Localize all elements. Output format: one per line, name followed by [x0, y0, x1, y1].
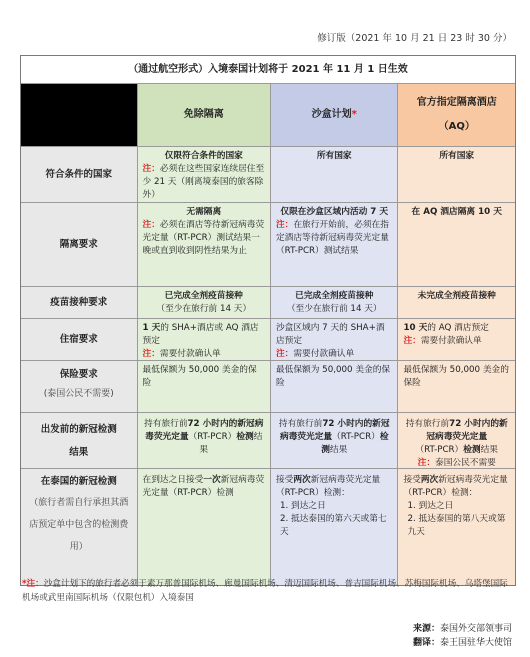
cell-aq: 所有国家	[397, 147, 515, 202]
cell-note	[143, 219, 265, 258]
cell-bold: 仅限在沙盒区域内活动 7 天	[280, 207, 389, 217]
cell-sub: （至少在旅行前 14 天）	[156, 304, 252, 314]
cell-plain: 的 AQ 酒店预定	[427, 323, 489, 333]
row-label: 隔离要求	[21, 203, 137, 286]
row-label-main: 出发前的新冠检测	[40, 423, 117, 435]
cell-plain: （RT-PCR）	[188, 432, 237, 442]
cell-aq: 最低保额为 50,000 美金的保险	[397, 361, 515, 412]
note-text: 需要付款确认单	[159, 349, 221, 359]
cell-bold: 1 天	[142, 323, 161, 333]
row-label-sub: (泰国公民不需要)	[43, 389, 114, 399]
cell-bold: 检测	[463, 445, 481, 455]
header-aq	[397, 84, 515, 146]
row-eligible	[21, 146, 515, 202]
cell-plain: 接受	[403, 475, 421, 485]
cell-bold: 一次	[203, 475, 221, 485]
cell-bold: 10 天	[403, 323, 428, 333]
list-item: 2. 抵达泰国的第六天或第七天	[279, 514, 387, 537]
cell-plain: （RT-PCR）	[332, 432, 380, 442]
cell-bold: 仅限符合条件的国家	[164, 151, 243, 161]
cell-exemption	[137, 287, 270, 318]
row-label	[21, 361, 137, 412]
cell-bold: 已完成全剂疫苗接种	[295, 291, 374, 301]
footnote	[22, 577, 512, 605]
cell-aq	[397, 469, 515, 585]
header-exemption	[137, 84, 270, 146]
note-label: 注：	[275, 349, 294, 359]
row-label: 符合条件的国家	[21, 147, 137, 202]
cell-exemption	[137, 319, 270, 360]
cell-plain: 新冠病毒荧光定量（RT-PCR）检测：	[403, 475, 508, 498]
note-text: 必须在酒店等待新冠病毒荧光定量（RT-PCR）测试结果一晚或直到收到阴性结果为止	[142, 220, 265, 256]
header-aq-line1: 官方指定隔离酒店	[416, 97, 497, 108]
row-label	[21, 469, 137, 585]
cell-text	[403, 418, 510, 457]
cell-exemption	[137, 413, 270, 468]
note-label: 注：	[403, 336, 421, 346]
list-item: 1. 到达之日	[407, 501, 454, 511]
row-label: 住宿要求	[21, 319, 137, 360]
row-label: 疫苗接种要求	[21, 287, 137, 318]
translation-label: 翻译：	[412, 638, 440, 648]
cell-plain: 结果	[480, 445, 498, 455]
cell-sub: （至少在旅行前 14 天）	[286, 304, 382, 314]
translation-line	[413, 636, 512, 650]
row-thaitest	[21, 468, 515, 585]
cell-aq: 在 AQ 酒店隔离 10 天	[397, 203, 515, 286]
cell-plain: 持有旅行前	[278, 419, 323, 429]
cell-plain: 在到达之日接受	[142, 475, 204, 485]
cell-bold: 两次	[293, 475, 311, 485]
cell-plain: 沙盒区域内 7 天的 SHA+酒店预定	[275, 323, 385, 346]
row-insurance	[21, 360, 515, 412]
note-label: 注：	[142, 164, 160, 174]
cell-plain: （RT-PCR）	[415, 445, 464, 455]
cell-bold: 72 小时内的新冠病毒荧光定量	[145, 419, 264, 442]
cell-bold: 72 小时内的新冠病毒荧光定量	[426, 419, 508, 442]
source-label: 来源：	[412, 624, 440, 634]
asterisk-mark: *	[351, 109, 357, 120]
header-corner	[21, 84, 137, 146]
cell-aq	[397, 413, 515, 468]
header-sandbox	[270, 84, 397, 146]
header-row	[21, 83, 515, 146]
cell-plain: 持有旅行前	[405, 419, 450, 429]
row-quarantine	[21, 202, 515, 286]
row-label-sub: （旅行者需自行承担其酒店预定单中包含的检测费用）	[29, 498, 129, 552]
row-label-main: 保险要求	[59, 369, 98, 380]
cell-sandbox	[270, 319, 397, 360]
cell-plain: 新冠病毒荧光定量（RT-PCR）检测：	[275, 475, 381, 498]
note-label: 注：	[142, 220, 160, 230]
cell-sandbox: 最低保额为 50,000 美金的保险	[270, 361, 397, 412]
header-sandbox-label	[312, 103, 357, 127]
row-label-line2: 结果	[69, 446, 89, 458]
cell-aq: 未完成全剂疫苗接种	[397, 287, 515, 318]
cell-bold: 两次	[420, 475, 439, 485]
source-text: 泰国外交部领事司	[439, 624, 512, 634]
header-exemption-label: 免除隔离	[183, 109, 224, 120]
note-label: 注：	[417, 458, 436, 468]
cell-plain: 接受	[275, 475, 294, 485]
note-label: 注：	[275, 220, 294, 230]
cell-plain: 新冠病毒荧光定量（RT-PCR）检测	[142, 475, 265, 498]
table-title: （通过航空形式）入境泰国计划将于 2021 年 11 月 1 日生效	[21, 56, 515, 83]
footnote-label: *注：	[22, 579, 44, 589]
row-lodging	[21, 318, 515, 360]
cell-exemption: 最低保额为 50,000 美金的保险	[137, 361, 270, 412]
note-text: 泰国公民不需要	[435, 458, 496, 468]
list-item: 2. 抵达泰国的第八天或第九天	[407, 514, 506, 537]
cell-exemption	[137, 203, 270, 286]
cell-sandbox	[270, 469, 397, 585]
cell-note	[143, 163, 265, 202]
cell-note	[276, 348, 392, 360]
cell-bold: 无需隔离	[186, 207, 222, 217]
note-text: 必须在这些国家连续居住至少 21 天（刚离境泰国的旅客除外）	[142, 164, 265, 200]
note-label: 注：	[142, 349, 160, 359]
header-sandbox-text: 沙盒计划	[311, 109, 352, 120]
cell-plain: 的 SHA+酒店或 AQ 酒店预定	[142, 323, 259, 346]
cell-note	[403, 335, 510, 348]
cell-text	[143, 322, 265, 348]
entry-plan-table	[20, 55, 516, 586]
cell-text	[403, 322, 510, 335]
note-text: 在旅行开始前，必须在指定酒店等待新冠病毒荧光定量（RT-PCR）测试结果	[275, 220, 389, 256]
cell-sandbox: 所有国家	[270, 147, 397, 202]
note-text: 需要付款确认单	[420, 336, 482, 346]
cell-note	[403, 457, 510, 468]
sources	[413, 622, 512, 650]
cell-plain: 持有旅行前	[144, 419, 188, 429]
cell-plain: 结果	[199, 432, 263, 455]
note-text: 需要付款确认单	[293, 349, 355, 359]
row-pretest	[21, 412, 515, 468]
cell-bold: 检测	[236, 432, 254, 442]
cell-bold: 72 小时内的新冠病毒荧光定量	[279, 419, 390, 442]
row-label	[21, 413, 137, 468]
cell-text	[403, 474, 510, 500]
header-aq-line2: （AQ）	[438, 121, 475, 132]
cell-sandbox	[270, 203, 397, 286]
cell-bold: 已完成全剂疫苗接种	[164, 291, 243, 301]
cell-exemption	[137, 469, 270, 585]
cell-sandbox	[270, 287, 397, 318]
row-label-main: 在泰国的新冠检测	[40, 476, 117, 487]
row-vaccine	[21, 286, 515, 318]
source-line	[413, 622, 512, 636]
revision-note: 修订版（2021 年 10 月 21 日 23 时 30 分）	[317, 33, 512, 44]
cell-note	[143, 348, 265, 360]
cell-bold: 检测	[321, 432, 389, 455]
cell-exemption	[137, 147, 270, 202]
list-item: 1. 到达之日	[279, 501, 326, 511]
cell-text	[276, 474, 392, 500]
cell-plain: 结果	[329, 445, 348, 455]
translation-text: 泰王国驻华大使馆	[439, 638, 512, 648]
cell-sandbox	[270, 413, 397, 468]
table-title-row	[21, 56, 515, 83]
cell-aq	[397, 319, 515, 360]
cell-note	[276, 219, 392, 258]
footnote-text: 沙盒计划下的旅行者必须于素万那普国际机场、廊曼国际机场、清迈国际机场、普吉国际机场、苏梅国际机场、乌塔堡国际机场或武里南国际机场（仅限包机）入境泰国	[22, 579, 508, 603]
